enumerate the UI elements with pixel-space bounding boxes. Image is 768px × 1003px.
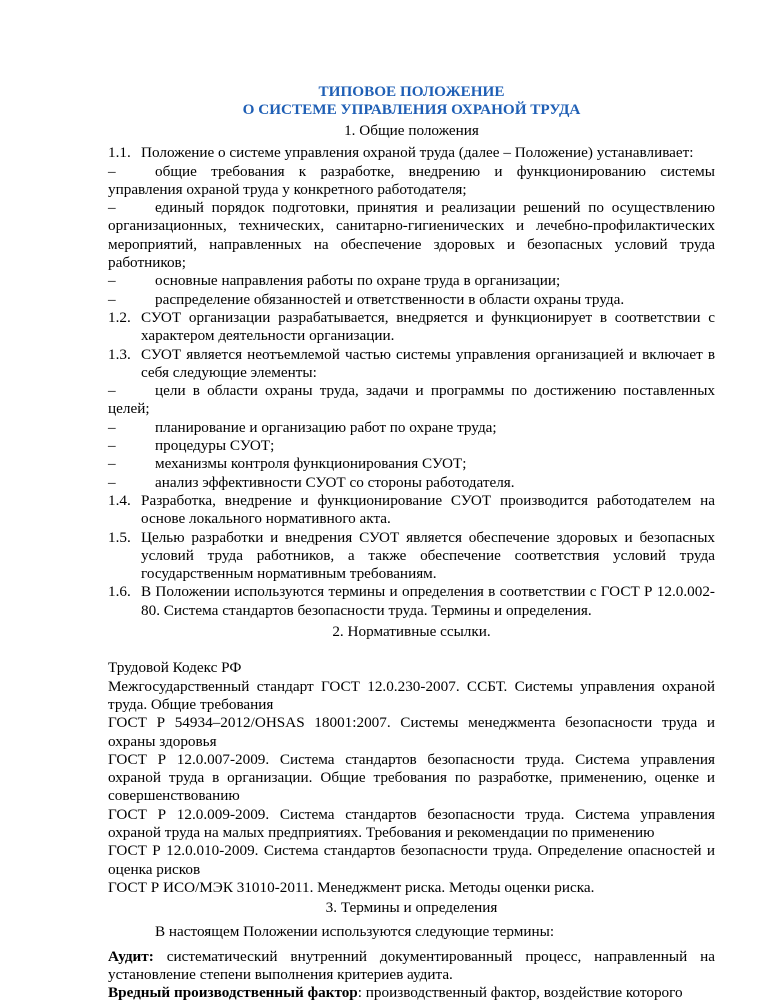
section-heading-3: 3. Термины и определения — [325, 899, 498, 917]
dash-mark: – — [108, 455, 116, 473]
dash-mark: – — [108, 199, 116, 217]
dash-item — [108, 474, 715, 492]
dash-text: цели в области охраны труда, задачи и программы по достижению поставленных целей; — [108, 382, 715, 418]
section-heading-1: 1. Общие положения — [344, 122, 479, 139]
dash-text: процедуры СУОТ; — [155, 437, 275, 455]
dash-item — [108, 455, 715, 473]
dash-item — [108, 382, 715, 419]
term-text: систематический внутренний документированный процесс, направленный на установление степени выполнения критериев аудита. — [108, 947, 715, 984]
dash-item — [108, 163, 715, 200]
reference-item: ГОСТ Р 12.0.007-2009. Система стандартов безопасности труда. Система управления охраной труда в организации. Общие требования по разработке, применению, оценке и совершенствованию — [108, 750, 715, 805]
document-title-line1: ТИПОВОЕ ПОЛОЖЕНИЕ — [318, 83, 505, 100]
clause-1-4 — [108, 492, 715, 529]
clause-number: 1.4. — [108, 491, 131, 509]
dash-mark: – — [108, 290, 116, 308]
clause-1-3 — [108, 346, 715, 383]
normative-references — [108, 659, 715, 897]
clause-1-6 — [108, 583, 715, 620]
term-definition — [108, 948, 715, 985]
reference-item: Трудовой Кодекс РФ — [108, 659, 242, 677]
dash-mark: – — [108, 382, 116, 400]
dash-item — [108, 437, 715, 455]
dash-item — [108, 272, 715, 290]
reference-item: ГОСТ Р 54934–2012/OHSAS 18001:2007. Системы менеджмента безопасности труда и охраны здоровья — [108, 714, 715, 750]
term-name: Вредный производственный фактор — [108, 984, 358, 1002]
dash-item — [108, 199, 715, 272]
terms-lead: В настоящем Положении используются следующие термины: — [155, 923, 555, 941]
dash-mark: – — [108, 272, 116, 290]
reference-item: Межгосударственный стандарт ГОСТ 12.0.230-2007. ССБТ. Системы управления охраной труда. Общие требования — [108, 677, 715, 713]
dash-text: анализ эффективности СУОТ со стороны работодателя. — [155, 473, 515, 491]
document-title-line2: О СИСТЕМЕ УПРАВЛЕНИЯ ОХРАНОЙ ТРУДА — [242, 101, 581, 118]
clause-1-5 — [108, 529, 715, 584]
reference-item: ГОСТ Р 12.0.010-2009. Система стандартов безопасности труда. Определение опасностей и оценка рисков — [108, 842, 715, 878]
clause-number: 1.1. — [108, 144, 131, 162]
term-name: Аудит: — [108, 947, 154, 965]
clause-text: СУОТ является неотъемлемой частью системы управления организацией и включает в себя следующие элементы: — [141, 345, 715, 381]
dash-text: единый порядок подготовки, принятия и реализации решений по осуществлению организационных, технических, санитарно-гигиенических и лечебно-профилактических мероприятий, направленных на обеспечение здоровых и безопасных условий труда работников; — [108, 199, 715, 272]
clause-number: 1.2. — [108, 308, 131, 326]
dash-mark: – — [108, 418, 116, 436]
dash-text: общие требования к разработке, внедрению и функционированию системы управления охраной труда у конкретного работодателя; — [108, 162, 715, 198]
clause-number: 1.6. — [108, 583, 131, 601]
dash-mark: – — [108, 437, 116, 455]
term-text: : производственный фактор, воздействие которого — [357, 984, 683, 1002]
clause-text: Положение о системе управления охраной труда (далее – Положение) устанавливает: — [141, 144, 694, 162]
dash-mark: – — [108, 162, 116, 180]
dash-text: основные направления работы по охране труда в организации; — [155, 272, 561, 290]
section-heading-2: 2. Нормативные ссылки. — [332, 623, 491, 641]
dash-text: механизмы контроля функционирования СУОТ; — [155, 455, 467, 473]
dash-mark: – — [108, 473, 116, 491]
document-page — [108, 80, 715, 1003]
dash-item — [108, 419, 715, 437]
dash-text: планирование и организацию работ по охране труда; — [155, 418, 497, 436]
reference-item: ГОСТ Р 12.0.009-2009. Система стандартов безопасности труда. Система управления охраной труда на малых предприятиях. Требования и рекомендации по применению — [108, 805, 715, 841]
clause-1-2 — [108, 309, 715, 346]
clause-text: Разработка, внедрение и функционирование СУОТ производится работодателем на основе локального нормативного акта. — [141, 491, 715, 528]
clause-number: 1.5. — [108, 528, 131, 546]
clause-text: СУОТ организации разрабатывается, внедряется и функционирует в соответствии с характером деятельности организации. — [141, 308, 715, 345]
reference-item: ГОСТ Р ИСО/МЭК 31010-2011. Менеджмент риска. Методы оценки риска. — [108, 878, 595, 896]
dash-item — [108, 291, 715, 309]
clause-number: 1.3. — [108, 345, 131, 363]
dash-text: распределение обязанностей и ответственности в области охраны труда. — [155, 290, 625, 308]
clause-text: В Положении используются термины и определения в соответствии с ГОСТ Р 12.0.002-80. Система стандартов безопасности труда. Термины и определения. — [141, 583, 715, 619]
clause-text: Целью разработки и внедрения СУОТ является обеспечение здоровых и безопасных условий труда работников, а также обеспечение соответствия условий труда государственным нормативным требованиям. — [141, 528, 715, 583]
clause-1-1 — [108, 144, 715, 162]
